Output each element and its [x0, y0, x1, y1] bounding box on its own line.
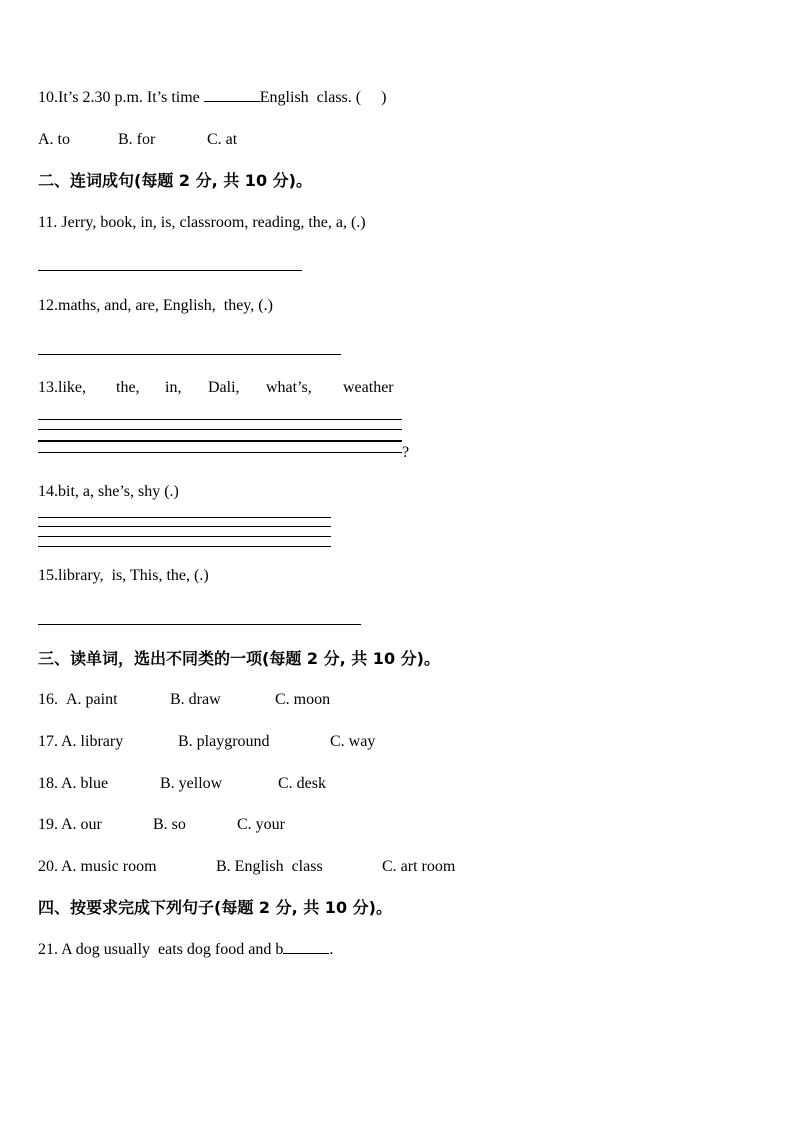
question-mark: ?: [402, 444, 410, 461]
word-1: 13.like,: [38, 379, 86, 396]
option-a: A. paint: [66, 691, 118, 708]
section-heading-2: 二、连词成句(每题 2 分, 共 10 分)。: [38, 171, 312, 190]
option-c: C. art room: [382, 858, 456, 875]
question-10: [38, 88, 386, 108]
word-3: in,: [165, 379, 182, 396]
option-b: B. for: [118, 131, 156, 148]
answer-line-11[interactable]: [38, 270, 302, 271]
answer-line-13d[interactable]: [38, 452, 402, 453]
word-2: the,: [116, 379, 140, 396]
question-text: 21. A dog usually eats dog food and b: [38, 941, 284, 958]
word-6: weather: [343, 379, 394, 396]
answer-line-14a[interactable]: [38, 517, 331, 518]
option-b: B. so: [153, 816, 186, 833]
answer-line-12[interactable]: [38, 354, 341, 355]
question-11: 11. Jerry, book, in, is, classroom, reading, the, a, (.): [38, 214, 366, 231]
option-c: C. way: [330, 733, 376, 750]
answer-line-15[interactable]: [38, 624, 361, 625]
question-14: 14.bit, a, she’s, shy (.): [38, 483, 179, 500]
section-heading-3: 三、读单词，选出不同类的一项(每题 2 分, 共 10 分)。: [38, 649, 440, 668]
option-c: C. moon: [275, 691, 331, 708]
question-number: 10.: [38, 89, 58, 106]
question-number-17: 17.: [38, 733, 58, 750]
answer-line-13c[interactable]: [38, 440, 402, 442]
question-15: 15.library, is, This, the, (.): [38, 567, 209, 584]
answer-line-14c[interactable]: [38, 536, 331, 537]
option-c: C. your: [237, 816, 285, 833]
answer-line-14b[interactable]: [38, 526, 331, 527]
word-4: Dali,: [208, 379, 240, 396]
question-21: [38, 940, 333, 960]
question-text-end: .: [329, 941, 334, 958]
option-c: C. desk: [278, 775, 326, 792]
question-number-18: 18.: [38, 775, 58, 792]
option-b: B. yellow: [160, 775, 223, 792]
option-a: A. library: [61, 733, 124, 750]
question-number-19: 19.: [38, 816, 58, 833]
question-text: It’s 2.30 p.m. It’s time: [58, 89, 204, 106]
question-number-20: 20.: [38, 858, 58, 875]
answer-blank[interactable]: [283, 953, 329, 954]
option-b: B. English class: [216, 858, 323, 875]
answer-line-13b[interactable]: [38, 429, 402, 430]
word-5: what’s,: [266, 379, 312, 396]
section-heading-4: 四、按要求完成下列句子(每题 2 分, 共 10 分)。: [38, 898, 392, 917]
option-a: A. our: [61, 816, 102, 833]
option-a: A. blue: [61, 775, 109, 792]
option-b: B. draw: [170, 691, 221, 708]
answer-blank[interactable]: [204, 101, 260, 102]
question-12: 12.maths, and, are, English, they, (.): [38, 297, 273, 314]
option-a: A. music room: [61, 858, 157, 875]
answer-line-14d[interactable]: [38, 546, 331, 547]
answer-line-13a[interactable]: [38, 419, 402, 420]
option-c: C. at: [207, 131, 238, 148]
question-number-16: 16.: [38, 691, 58, 708]
question-text-end: English class. ( ): [259, 89, 387, 106]
option-b: B. playground: [178, 733, 270, 750]
option-a: A. to: [38, 131, 70, 148]
